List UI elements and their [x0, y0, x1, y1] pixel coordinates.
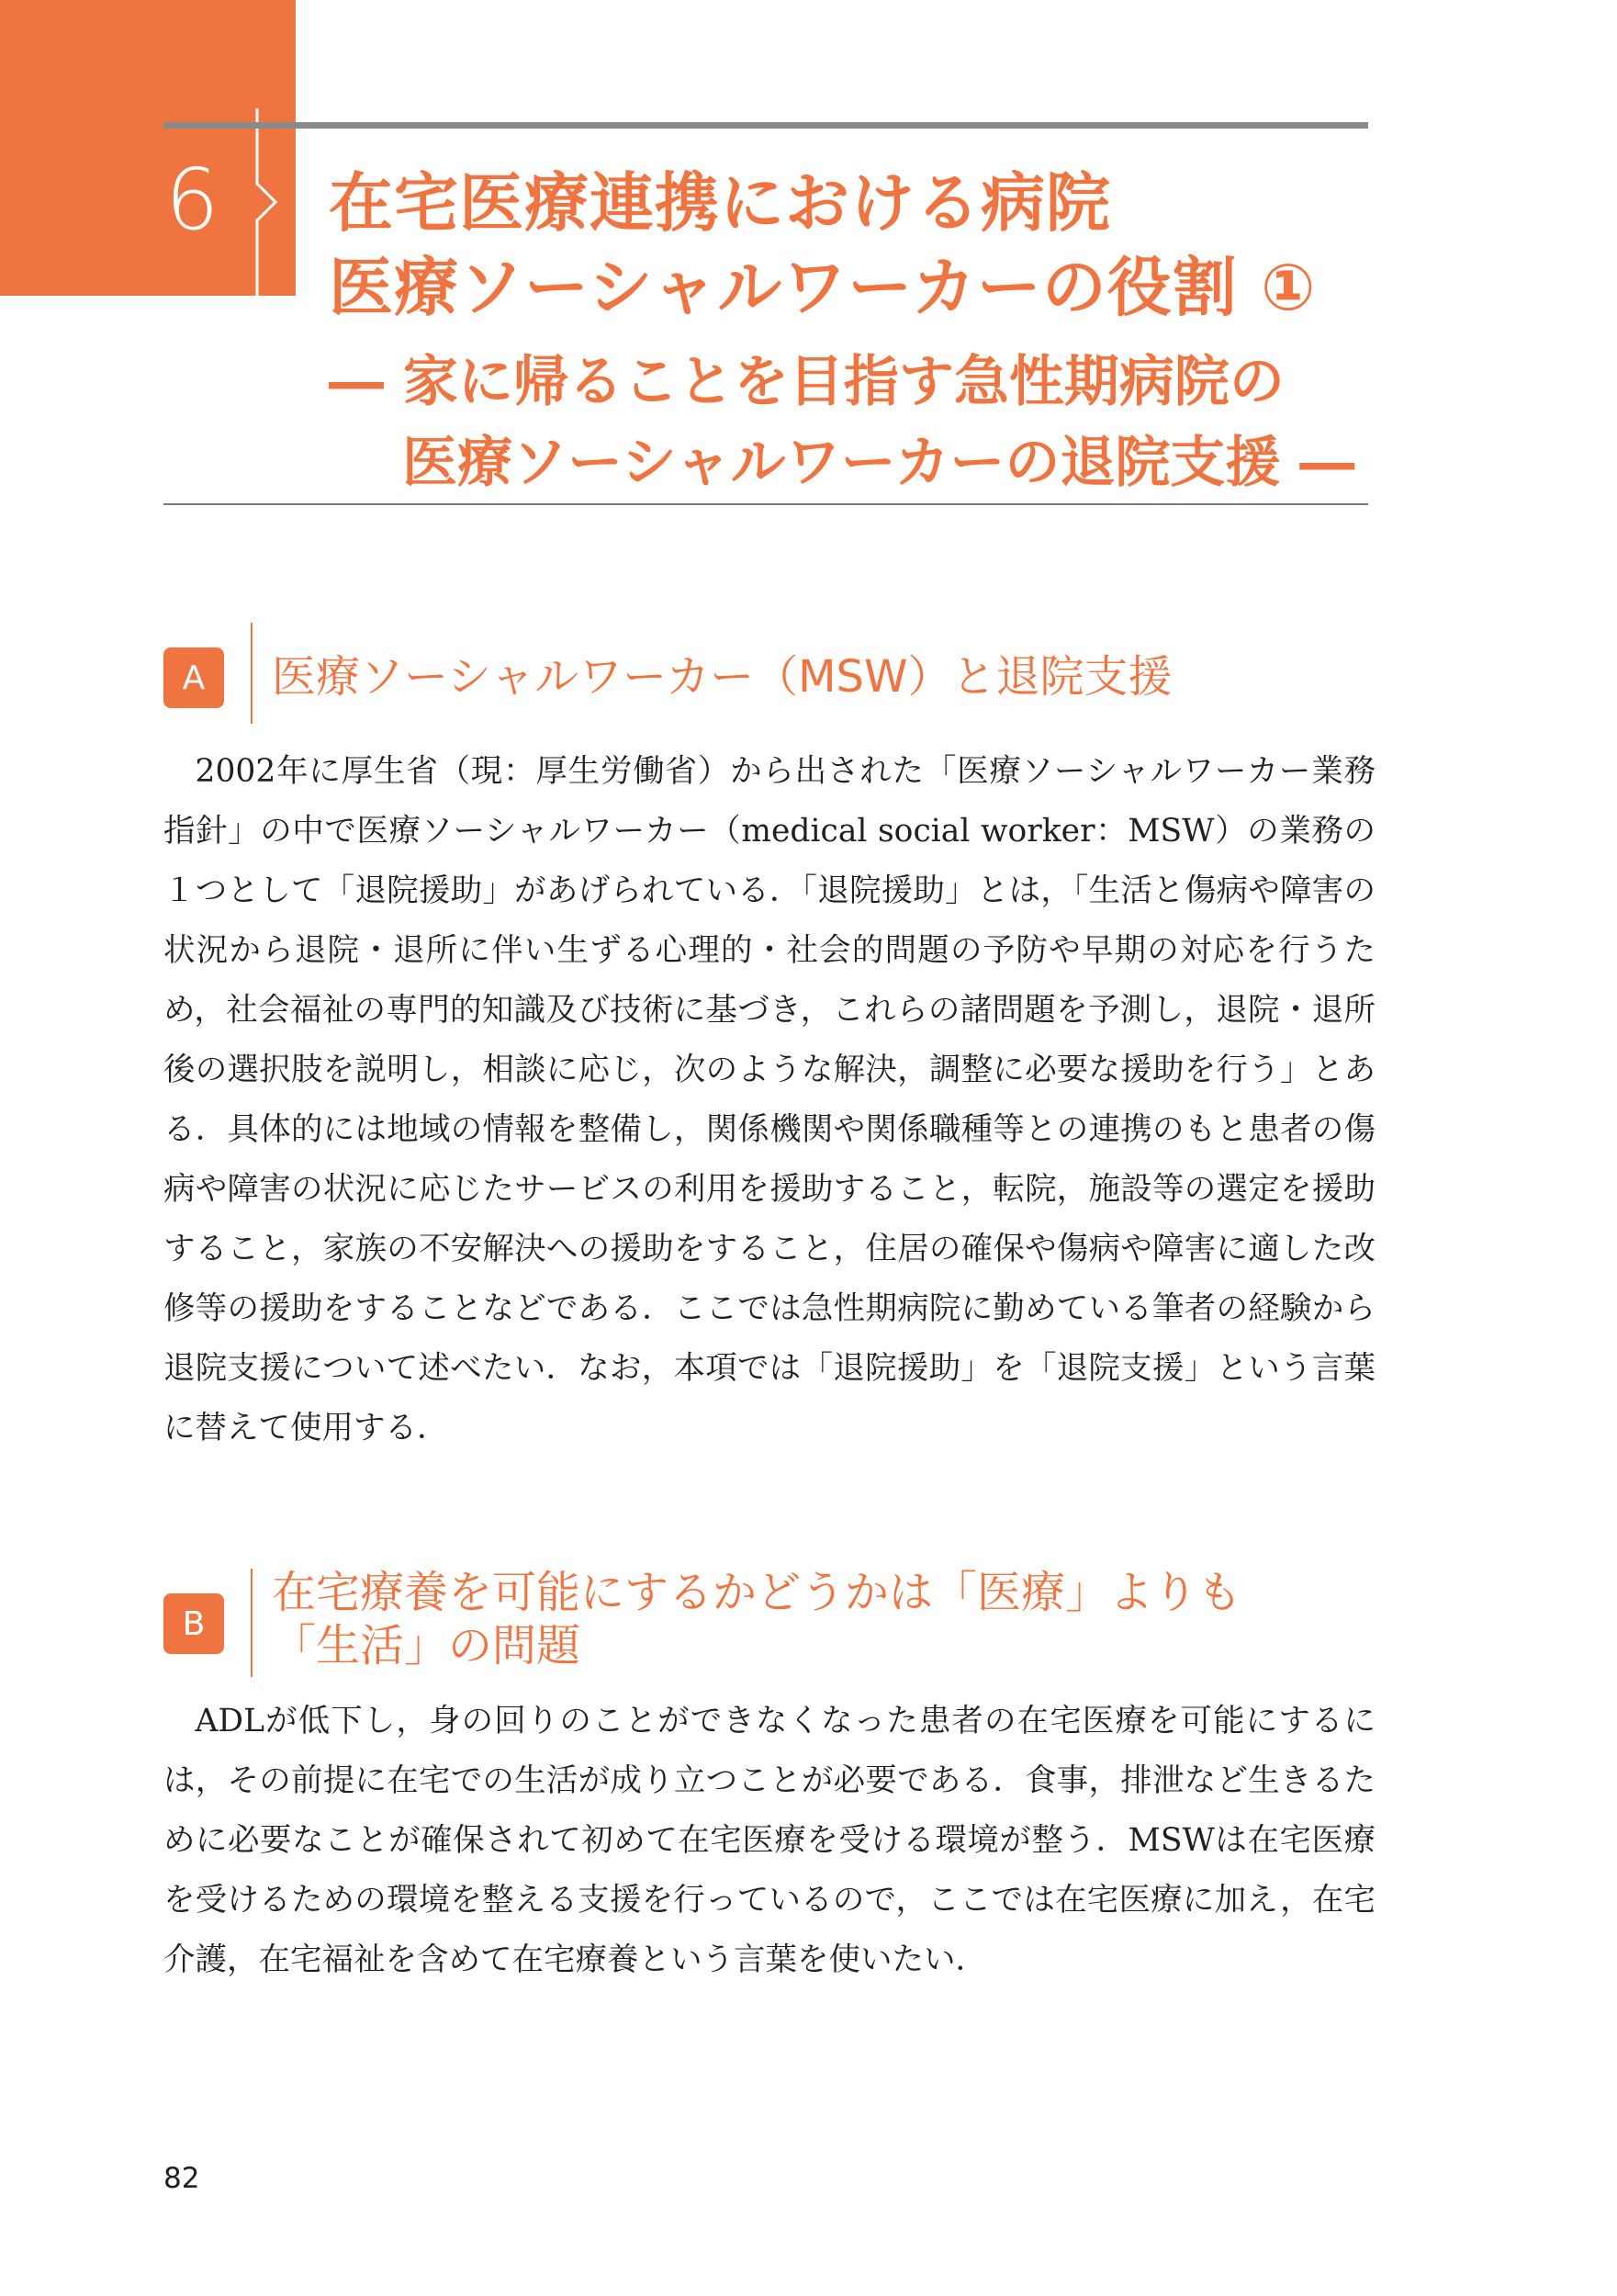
chevron-right-icon [244, 108, 296, 301]
chapter-number: 6 [165, 151, 219, 249]
section-b-heading [272, 1566, 1241, 1672]
section-b-badge: B [163, 1593, 224, 1654]
chapter-subtitle [329, 342, 1385, 503]
section-a-heading [272, 650, 1172, 703]
section-b-paragraph: ADLが低下し，身の回りのことができなくなった患者の在宅医療を可能にするには，その前提に在宅での生活が成り立つことが必要である．食事，排泄など生きるために必要なことが確保されて初めて在宅医療を受ける環境が整う．MSWは在宅医療を受けるための環境を整える支援を行っているので，ここでは在宅医療に加え，在宅介護，在宅福祉を含めて在宅療養という言葉を使いたい． [163, 1703, 1376, 1978]
section-a-divider [251, 623, 253, 724]
chapter-title-line-1: 在宅医療連携における病院 [329, 165, 1111, 241]
chapter-subtitle-line-1: ― 家に帰ることを目指す急性期病院の [329, 350, 1285, 414]
header-rule-top [163, 122, 1368, 129]
section-b-heading-line-2: 「生活」の問題 [272, 1620, 581, 1671]
page-number: 82 [163, 2162, 200, 2195]
section-b-heading-line-1: 在宅療養を可能にするかどうかは「医療」よりも [272, 1567, 1242, 1618]
chapter-title-line-2: 医療ソーシャルワーカーの役割 ① [329, 250, 1317, 325]
chapter-title [329, 161, 1385, 330]
section-a-heading-line-1: 医療ソーシャルワーカー（MSW）と退院支援 [272, 651, 1173, 703]
chapter-subtitle-line-2: 医療ソーシャルワーカーの退院支援 ― [402, 431, 1355, 495]
header-rule-bottom [163, 503, 1368, 505]
section-b-divider [251, 1569, 253, 1677]
section-a-body [163, 742, 1376, 1458]
chapter-number-block [0, 0, 296, 296]
section-a-badge: A [163, 647, 224, 708]
section-b-body [163, 1692, 1376, 1990]
section-a-paragraph: 2002年に厚生省（現：厚生労働省）から出された「医療ソーシャルワーカー業務指針」の中で医療ソーシャルワーカー（medical social worker：MSW）の業務の１つとして「退院援助」があげられている．「退院援助」とは，「生活と傷病や障害の状況から退院・退所に伴い生ずる心理的・社会的問題の予防や早期の対応を行うため，社会福祉の専門的知識及び技術に基づき，これらの諸問題を予測し，退院・退所後の選択肢を説明し，相談に応じ，次のような解決，調整に必要な援助を行う」とある．具体的には地域の情報を整備し，関係機関や関係職種等との連携のもと患者の傷病や障害の状況に応じたサービスの利用を援助すること，転院，施設等の選定を援助すること，家族の不安解決への援助をすること，住居の確保や傷病や障害に適した改修等の援助をすることなどである．ここでは急性期病院に勤めている筆者の経験から退院支援について述べたい．なお，本項では「退院援助」を「退院支援」という言葉に替えて使用する． [163, 753, 1376, 1446]
